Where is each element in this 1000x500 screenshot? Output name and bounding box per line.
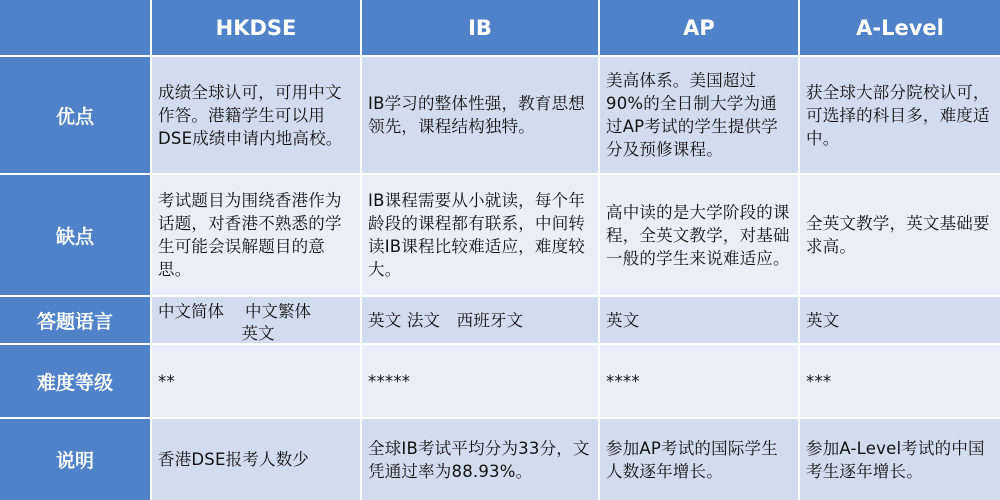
table-cell <box>362 419 600 500</box>
cell-text: ** <box>158 371 175 391</box>
row-header-answer-language: 答题语言 <box>0 297 152 345</box>
table-cell <box>600 297 800 345</box>
cell-text: *** <box>806 371 832 391</box>
table-cell <box>800 297 1000 345</box>
column-header-ib: IB <box>362 0 600 57</box>
cell-text: 成绩全球认可，可用中文作答。港籍学生可以用DSE成绩申请内地高校。 <box>158 82 343 148</box>
table-cell <box>600 419 800 500</box>
cell-text: 英文 <box>806 310 840 330</box>
cell-text: 获全球大部分院校认可，可选择的科目多，难度适中。 <box>806 82 990 148</box>
table-cell <box>152 297 362 345</box>
table-corner <box>0 0 152 57</box>
cell-text: IB课程需要从小就读，每个年龄段的课程都有联系，中间转读IB课程比较难适应，难度较大。 <box>368 191 586 279</box>
row-header-difficulty: 难度等级 <box>0 345 152 419</box>
table-cell <box>152 57 362 175</box>
table-cell <box>362 57 600 175</box>
table-cell <box>800 57 1000 175</box>
table-cell <box>152 175 362 297</box>
table-cell <box>362 345 600 419</box>
column-header-alevel: A-Level <box>800 0 1000 57</box>
column-header-hkdse: HKDSE <box>152 0 362 57</box>
cell-text: 英文 <box>241 324 275 343</box>
table-cell <box>600 57 800 175</box>
column-header-ap: AP <box>600 0 800 57</box>
row-header-advantages: 优点 <box>0 57 152 175</box>
table-cell <box>152 345 362 419</box>
table-cell <box>600 345 800 419</box>
table-cell <box>800 345 1000 419</box>
table-cell <box>362 175 600 297</box>
cell-text: 香港DSE报考人数少 <box>158 450 310 469</box>
cell-text: ***** <box>368 371 411 391</box>
cell-text: IB学习的整体性强，教育思想领先，课程结构独特。 <box>368 94 585 136</box>
table-cell <box>600 175 800 297</box>
table-cell <box>152 419 362 500</box>
cell-text: 美高体系。美国超过90%的全日制大学为通过AP考试的学生提供学分及预修课程。 <box>606 71 778 159</box>
table-cell <box>800 175 1000 297</box>
cell-text: 参加A-Level考试的中国考生逐年增长。 <box>806 438 985 481</box>
cell-text: 考试题目为围绕香港作为话题，对香港不熟悉的学生可能会误解题目的意思。 <box>158 191 342 279</box>
row-header-disadvantages: 缺点 <box>0 175 152 297</box>
cell-text: 全球IB考试平均分为33分，文凭通过率为88.93%。 <box>368 438 590 481</box>
cell-text: 中文简体 中文繁体 <box>158 302 311 321</box>
table-cell <box>800 419 1000 500</box>
table-cell <box>362 297 600 345</box>
cell-text: 参加AP考试的国际学生人数逐年增长。 <box>606 438 778 481</box>
cell-text: 全英文教学，英文基础要求高。 <box>806 214 990 256</box>
cell-text: 英文 <box>606 310 640 330</box>
cell-text: 高中读的是大学阶段的课程，全英文教学，对基础一般的学生来说难适应。 <box>606 202 790 268</box>
cell-text: **** <box>606 371 640 391</box>
cell-text: 英文 法文 西班牙文 <box>368 310 524 330</box>
row-header-notes: 说明 <box>0 419 152 500</box>
